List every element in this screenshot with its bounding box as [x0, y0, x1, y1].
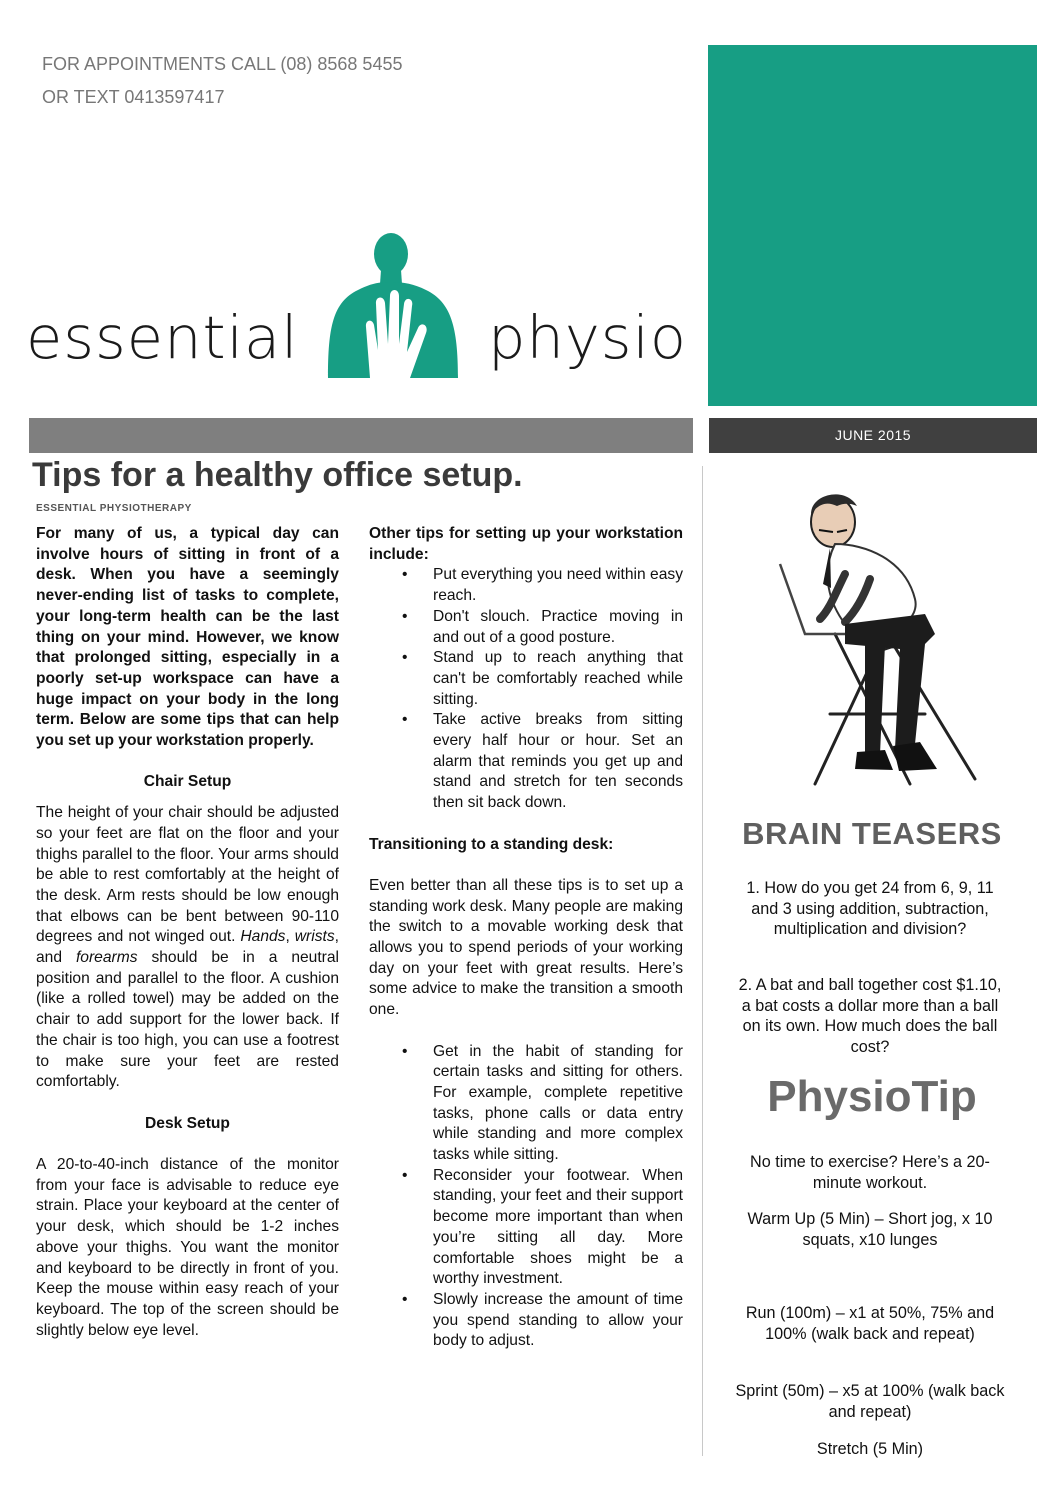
standing-desk-paragraph: Even better than all these tips is to set up a standing work desk. Many people are making the switch to a movable working desk that allows you to spend periods of your working day on your feet with great results. Here’s some advice to make the transition a smooth one. — [369, 876, 683, 1019]
physio-tip-intro: No time to exercise? Here’s a 20-minute workout. — [750, 1153, 990, 1192]
logo-word-essential: essential — [26, 303, 299, 372]
other-tips-heading: Other tips for setting up your workstation include: — [369, 525, 683, 563]
standing-tips-list — [369, 1042, 683, 1353]
brain-teaser-1: 1. How do you get 24 from 6, 9, 11 and 3 using addition, subtraction, multiplication and division? — [746, 879, 994, 939]
article-column-1 — [36, 524, 339, 1341]
run-tip: Run (100m) – x1 at 50%, 75% and 100% (walk back and repeat) — [745, 1304, 995, 1343]
issue-date: JUNE 2015 — [709, 418, 1037, 453]
brain-teasers-title: BRAIN TEASERS — [742, 816, 1002, 851]
list-item: • Slowly increase the amount of time you spend standing to allow your body to adjust. — [369, 1290, 683, 1352]
list-item: • Reconsider your footwear. When standing, your feet and their support become more important than when you’re sitting all day. More comfortable shoes might be a worthy investment. — [369, 1166, 683, 1290]
list-item: • Get in the habit of standing for certain tasks and sitting for others. For example, complete repetitive tasks, phone calls or data entry while standing and more complex tasks while sitting. — [369, 1042, 683, 1166]
article-byline: ESSENTIAL PHYSIOTHERAPY — [36, 503, 192, 514]
logo-word-physio: physio — [488, 303, 687, 372]
header-gray-bar — [29, 418, 693, 453]
chair-setup-heading: Chair Setup — [143, 773, 232, 791]
warmup-tip: Warm Up (5 Min) – Short jog, x 10 squats, x10 lunges — [747, 1210, 993, 1249]
man-on-laptop-illustration — [775, 484, 985, 802]
contact-text: OR TEXT 0413597417 — [42, 87, 225, 107]
desk-setup-paragraph: A 20-to-40-inch distance of the monitor from your face is advisable to reduce eye strain. Place your keyboard at the center of your desk, which should be 1-2 inches above your thighs. You want the monitor and keyboard to be directly in front of you. Keep the mouse within easy reach of your keyboard. The top of the screen should be slightly below eye level. — [36, 1156, 339, 1339]
list-item: • Put everything you need within easy reach. — [369, 565, 683, 606]
physio-figure-icon — [318, 232, 468, 378]
standing-desk-heading: Transitioning to a standing desk: — [369, 835, 614, 853]
intro-paragraph: For many of us, a typical day can involve hours of sitting in front of a desk. When you have a seemingly never-ending list of tasks to complete, your long-term health can be the last thing on your mind. However, we know that prolonged sitting, especially in a poorly set-up workspace can have a huge impact on your body in the long term. Below are some tips that can help you set up your workstation properly. — [36, 525, 339, 750]
chair-setup-paragraph: The height of your chair should be adjusted so your feet are flat on the floor and your thighs parallel to the floor. Your arms should be able to rest comfortably at the height of the desk. Arm rests should be low enough that elbows can be bent between 90-110 degrees and not winged out. Hands, wrists, and forearms should be in a neutral position and parallel to the floor. A cushion (like a rolled towel) may be added on the chair to add support for the lower back. If the chair is too high, you can use a footrest to make sure your feet are rested comfortably. — [36, 804, 339, 1091]
brain-teaser-2: 2. A bat and ball together cost $1.10, a bat costs a dollar more than a ball on its own. How much does the ball cost? — [738, 976, 1002, 1057]
contact-info — [42, 48, 402, 114]
column-divider — [702, 466, 703, 1456]
header-color-block — [708, 45, 1037, 406]
list-item: • Don't slouch. Practice moving in and out of a good posture. — [369, 607, 683, 648]
desk-setup-heading: Desk Setup — [145, 1114, 230, 1132]
sprint-tip: Sprint (50m) – x5 at 100% (walk back and repeat) — [735, 1382, 1005, 1421]
list-item: • Take active breaks from sitting every half hour or hour. Set an alarm that reminds you get up and stand and stretch for ten seconds then sit back down. — [369, 710, 683, 814]
contact-phone: FOR APPOINTMENTS CALL (08) 8568 5455 — [42, 54, 403, 74]
article-column-2 — [369, 524, 683, 1352]
list-item: • Stand up to reach anything that can't be comfortably reached while sitting. — [369, 648, 683, 710]
other-tips-list — [369, 565, 683, 813]
physio-tip-title: PhysioTip — [767, 1072, 977, 1121]
article-title: Tips for a healthy office setup. — [32, 456, 523, 494]
stretch-tip: Stretch (5 Min) — [816, 1440, 924, 1458]
